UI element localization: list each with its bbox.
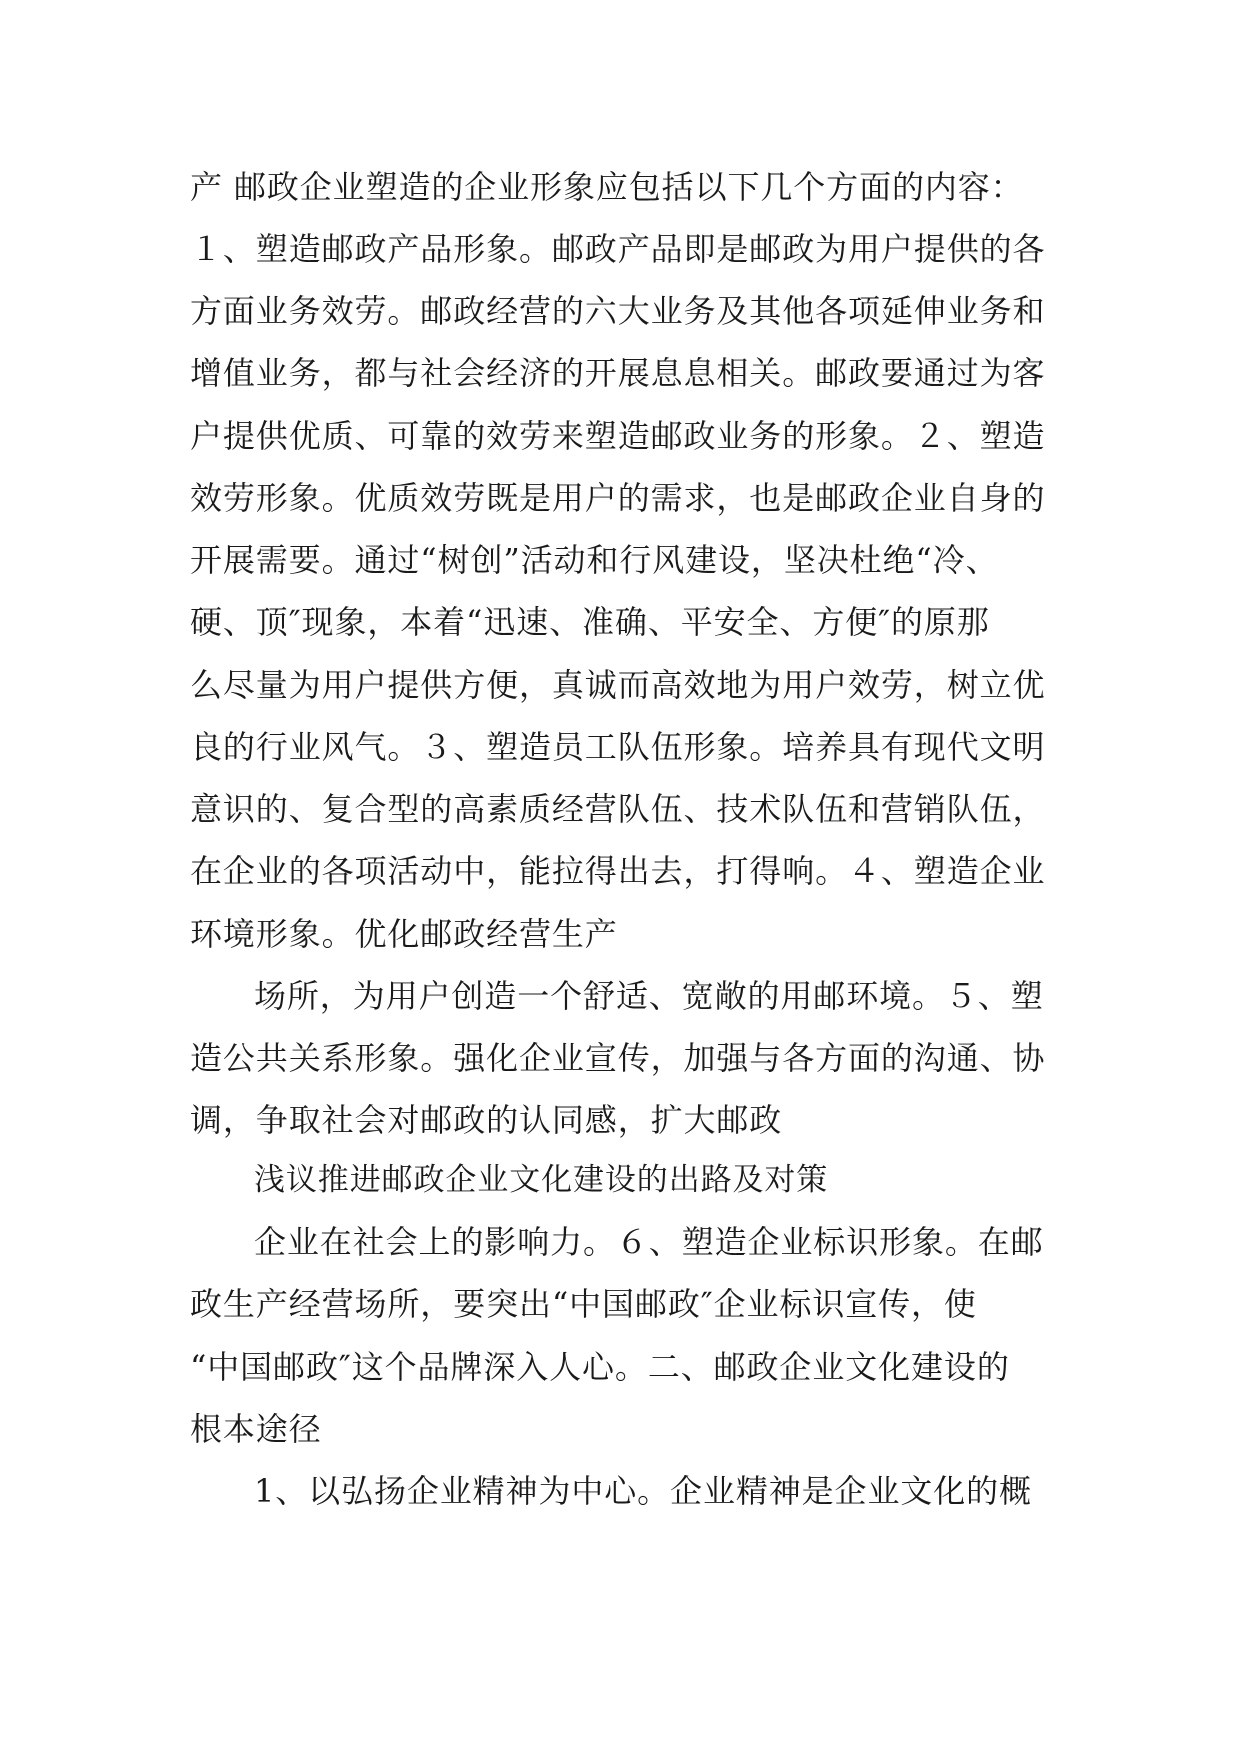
text-line: 户提供优质、可靠的效劳来塑造邮政业务的形象。２、塑造 xyxy=(190,417,1046,455)
text-line: 在企业的各项活动中，能拉得出去，打得响。４、塑造企业 xyxy=(190,852,1046,890)
text-line: 开展需要。通过“树创”活动和行风建设，坚决杜绝“冷、 xyxy=(190,541,999,579)
text-line: 调，争取社会对邮政的认同感，扩大邮政 xyxy=(190,1101,783,1139)
text-line: 么尽量为用户提供方便，真诚而高效地为用户效劳，树立优 xyxy=(190,666,1046,704)
text-line: 增值业务，都与社会经济的开展息息相关。邮政要通过为客 xyxy=(190,354,1046,392)
text-line: 企业在社会上的影响力。６、塑造企业标识形象。在邮 xyxy=(254,1223,1044,1261)
text-line: １、塑造邮政产品形象。邮政产品即是邮政为用户提供的各 xyxy=(190,230,1046,268)
section-title: 浅议推进邮政企业文化建设的出路及对策 xyxy=(254,1162,829,1198)
text-line: 产 邮政企业塑造的企业形象应包括以下几个方面的内容： xyxy=(190,168,1024,206)
text-line: 造公共关系形象。强化企业宣传，加强与各方面的沟通、协 xyxy=(190,1039,1046,1077)
text-line: 1、以弘扬企业精神为中心。企业精神是企业文化的概 xyxy=(254,1472,1032,1510)
text-line: 意识的、复合型的高素质经营队伍、技术队伍和营销队伍， xyxy=(190,790,1046,828)
text-line: 根本途径 xyxy=(190,1410,322,1448)
text-line: 方面业务效劳。邮政经营的六大业务及其他各项延伸业务和 xyxy=(190,292,1046,330)
text-line: 场所，为用户创造一个舒适、宽敞的用邮环境。５、塑 xyxy=(254,977,1044,1015)
text-line: 硬、顶″现象，本着“迅速、准确、平安全、方便″的原那 xyxy=(190,603,990,641)
text-line: 政生产经营场所，要突出“中国邮政″企业标识宣传，使 xyxy=(190,1285,977,1323)
text-line: 良的行业风气。３、塑造员工队伍形象。培养具有现代文明 xyxy=(190,728,1046,766)
text-line: “中国邮政″这个品牌深入人心。二、邮政企业文化建设的 xyxy=(190,1348,1010,1386)
text-line: 效劳形象。优质效劳既是用户的需求，也是邮政企业自身的 xyxy=(190,479,1046,517)
text-line: 环境形象。优化邮政经营生产 xyxy=(190,915,618,953)
